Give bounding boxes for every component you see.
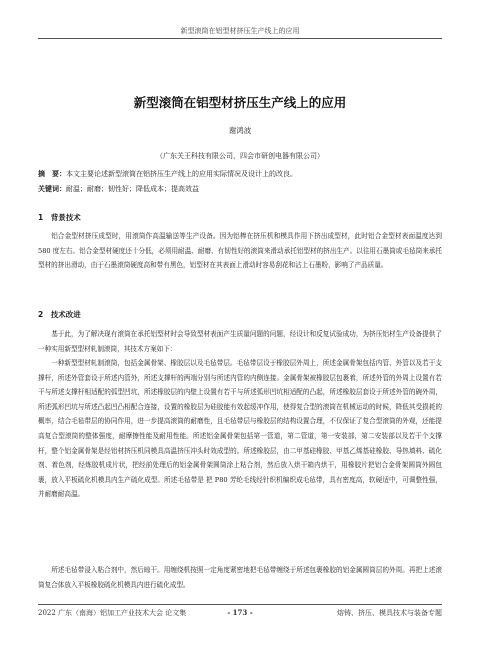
abstract-text: 本文主要论述新型滚筒在铝挤压生产线上的应用实际情况及设计上的改良。 xyxy=(66,170,297,178)
author-name: 谢鸿波 xyxy=(228,126,252,135)
abstract xyxy=(38,169,442,179)
header-rule xyxy=(38,38,442,39)
paragraph-structure: 一种新型型材轧制滚筒，包括金属骨架、橡胶层以及毛毡带层。毛毡带层设于橡胶层外周上，所述金属骨架包括内管、外管以及若干支撑杆，所述外管套设于所述内管外，所述支撑杆的两端分别与所述内管的内侧连接。金属骨架被橡胶层包裹着，所述外管的外周上设置有若干与所述支撑杆相适配的弧型凹坑，所述橡胶层的内壁上设置有若干与所述弧形凹坑相适配的凸起，所述橡胶层套设于所述外管的碗外周，所述弧形凹坑与所述凸起凹凸相配合连接，设置的橡胶层为硅胶能有效起缓冲作用，使得复合型的滚筒在机械运动的时候，降低其受损耗的概率，结合毛毡带层的协同作用，进一步提高滚筒的耐磨性，且毛毡带层与橡胶层的结构设置合理，不仅保证了复合型滚筒的外观，还能提高复合型滚筒的整体强度，耐摩擦性能及耐用性能。所述铝金属骨架包括第一管道，第二管道，第一安装部，第二安装部以及若干个支撑杆，整个铝金属骨架是经铝材挤压机同模具高温挤压冲头时效成型的。所述橡胶层，由二甲基硅橡胶、甲基乙烯基硅橡胶、导热填料、硫化剂、着色剂，经炼胶机成片状，把经前处理后的铝金属骨架圆筒涂上粘合剂，然后放入烘干箱内烘干，用橡胶片把铝合金骨架圆筒外圆包裹，放入平板硫化机模具内生产硫化成型。所述毛毡带是 把 P80 芳纶毛线经针织机编织成毛毡带，具有密度高，软硬适中，可调整性强，并耐磨耐高温。 xyxy=(38,359,442,499)
keywords-text: 耐温；耐磨；韧性好；降低成本；提高效益 xyxy=(66,185,199,193)
section-heading-improvement: 2 技术改进 xyxy=(38,310,81,319)
footer-topic: 熔铸、挤压、模具技术与装备专题 xyxy=(337,609,442,617)
footer-rule xyxy=(38,604,442,605)
page-number: - 173 - xyxy=(227,608,253,617)
running-header: 新型滚筒在铝型材挤压生产线上的应用 xyxy=(180,27,300,35)
paragraph-background: 铝合金型材挤压成型时，用滚筒作高温输送等生产设备。因为铝棒在挤压机和模具作用下挤出成型材，此时铝合金型材表面温度达到 580 度左右。铝合金型材硬度还十分低，必须用耐温、耐磨、有韧性好的滚筒来滑动承托铝型材的挤出生产。以往用石墨筒或毛毡筒来承托型材的挤出滑动，由于石墨滚筒硬度高和带有黑色，铝型材在其表面上滑动时容易刮花和沾上石墨粉，影响了产品质量。 xyxy=(38,232,442,270)
keywords xyxy=(38,184,442,194)
paragraph-intro: 基于此，为了解决现有滚筒在承托铝型材时会导致型材表面产生质量问题的问题，经设计和反复试验成功，为挤压铝材生产设备提供了一种实用新型型材轧制滚筒，其技术方案如下： xyxy=(38,330,442,353)
affiliation: （广东关王科技有限公司，四会市研创电器有限公司） xyxy=(156,152,324,160)
footer-proceedings: 2022 广东（南海）铝加工产业技术大会 论文集 xyxy=(38,609,187,617)
paragraph-felt-process: 所述毛毡带浸入粘合剂中，然后晾干。用缠绕机按照一定角度紧密地把毛毡带缠绕于所述包裹橡胶的铝金属圆筒层的外周。再把上述滚筒复合体放入平板橡胶硫化机模具内进行硫化成型。 xyxy=(38,566,442,589)
keywords-label: 关键词： xyxy=(38,185,66,193)
article-title: 新型滚筒在铝型材挤压生产线上的应用 xyxy=(133,95,347,110)
section-heading-background: 1 背景技术 xyxy=(38,213,81,222)
abstract-label: 摘 要： xyxy=(38,170,66,178)
